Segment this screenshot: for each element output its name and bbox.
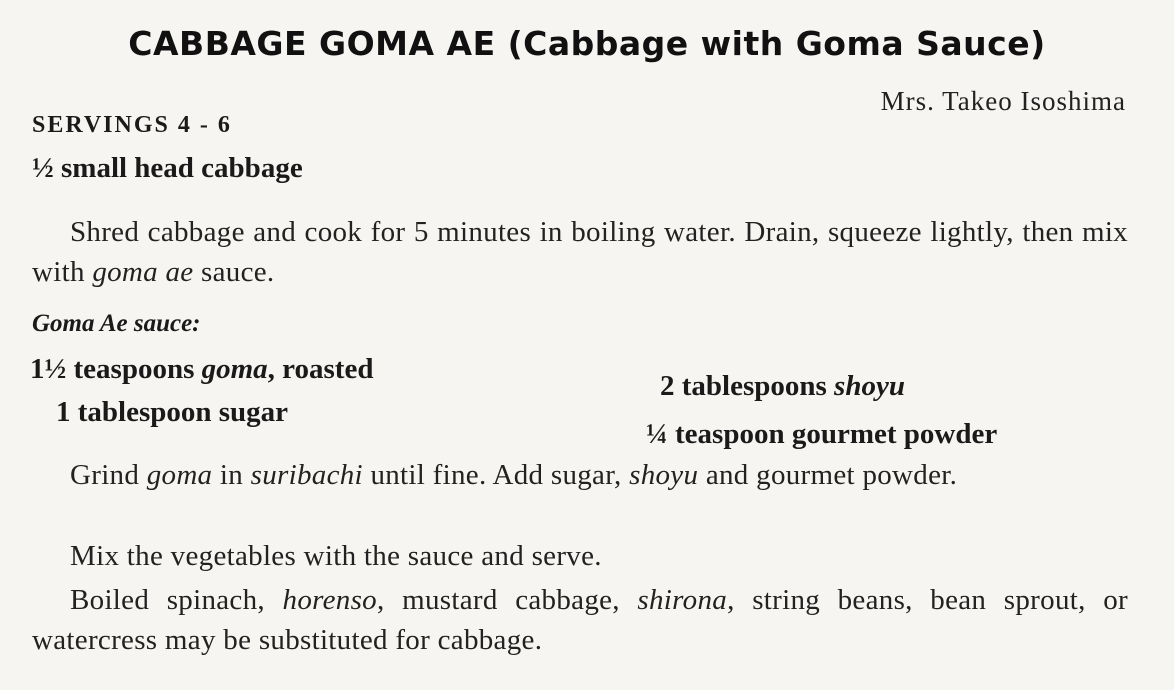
ing-l1-c: , roasted	[267, 353, 374, 385]
sauce-ingredient-goma	[30, 353, 373, 386]
instruction-step-3	[32, 536, 1128, 576]
step4-text-b: horenso	[282, 584, 377, 616]
sauce-ingredient-sugar: 1 tablespoon sugar	[56, 396, 289, 428]
step2-text-d: suribachi	[250, 459, 363, 491]
step4-text-d: shirona	[637, 584, 728, 616]
step1-text-a: Shred cabbage and cook for 5 minutes in boiling water. Drain, squeeze lightly, then mix with	[32, 216, 1128, 288]
sauce-ingredient-shoyu	[660, 370, 905, 403]
ing-l1-b: goma	[201, 353, 268, 385]
ing-l1-a: 1½ teaspoons	[30, 353, 202, 385]
step2-text-c: in	[212, 459, 251, 491]
step4-text-e: , string beans, bean sprout, or watercress may be substituted for cabbage.	[32, 584, 1128, 656]
sauce-ingredient-gourmet-powder: ¼ teaspoon gourmet powder	[646, 418, 998, 450]
ing-r1-b: shoyu	[834, 370, 905, 402]
step2-text-e: until fine. Add sugar,	[362, 459, 630, 491]
step2-text-b: goma	[146, 459, 213, 491]
step2-text-f: shoyu	[629, 459, 699, 491]
step4-text-a: Boiled spinach,	[70, 584, 283, 616]
instruction-step-4	[32, 580, 1128, 660]
step1-text-c: sauce.	[193, 256, 275, 288]
step3-text: Mix the vegetables with the sauce and serve.	[70, 540, 602, 572]
main-ingredient: ½ small head cabbage	[32, 152, 303, 184]
instruction-step-2	[32, 455, 1128, 495]
recipe-title: CABBAGE GOMA AE (Cabbage with Goma Sauce)	[128, 24, 1046, 63]
servings-label: SERVINGS 4 - 6	[32, 112, 232, 138]
step1-text-b: goma ae	[92, 256, 194, 288]
step2-text-g: and gourmet powder.	[698, 459, 958, 491]
step4-text-c: , mustard cabbage,	[376, 584, 638, 616]
recipe-author: Mrs. Takeo Isoshima	[880, 86, 1126, 116]
step2-text-a: Grind	[70, 459, 147, 491]
sauce-heading: Goma Ae sauce:	[32, 310, 201, 337]
ing-r1-a: 2 tablespoons	[660, 370, 835, 402]
instruction-step-1	[32, 212, 1128, 292]
